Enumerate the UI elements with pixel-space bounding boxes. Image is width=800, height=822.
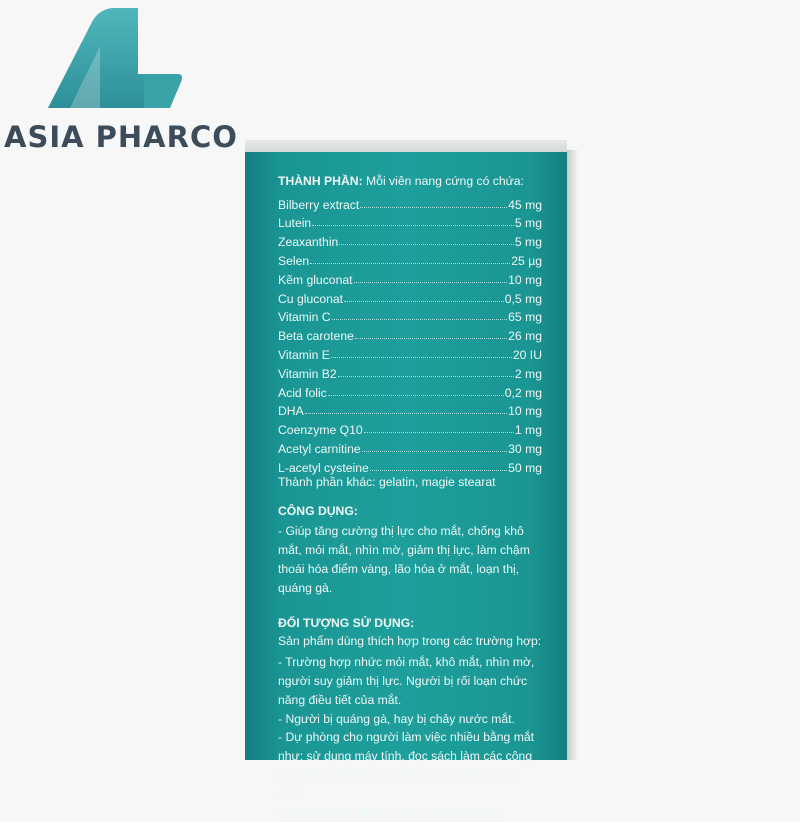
ingredient-row [278, 230, 542, 249]
target-item: - Dự phòng cho người làm việc nhiều bằng mắt như: sử dụng máy tính, đọc sách làm các công việc cần độ chính xác dẫn đến nhìn mờ, mỏi mắt. [278, 728, 542, 803]
box-label-text [278, 174, 542, 822]
ingredient-name: Acetyl carnitine [278, 442, 361, 456]
ingredient-amount: 20 IU [513, 348, 542, 362]
ingredient-amount: 5 mg [515, 235, 542, 249]
ingredient-row [278, 212, 542, 231]
ingredient-amount: 10 mg [508, 273, 542, 287]
ingredient-amount: 26 mg [508, 329, 542, 343]
dotted-leader [370, 470, 507, 471]
brand-logo [0, 0, 260, 160]
ingredient-row [278, 400, 542, 419]
ingredient-amount: 50 mg [508, 461, 542, 475]
ingredient-name: Kẽm gluconat [278, 273, 353, 287]
ingredient-name: Vitamin E [278, 348, 330, 362]
ingredient-amount: 2 mg [515, 367, 542, 381]
ingredient-row [278, 343, 542, 362]
ingredient-amount: 45 mg [508, 198, 542, 212]
ingredient-row [278, 324, 542, 343]
dotted-leader [332, 319, 508, 320]
ingredient-row [278, 268, 542, 287]
ingredient-amount: 30 mg [508, 442, 542, 456]
dotted-leader [364, 432, 514, 433]
ingredient-name: Bilberry extract [278, 198, 359, 212]
brand-name: ASIA PHARCO [4, 120, 238, 154]
dotted-leader [360, 207, 507, 208]
ingredient-amount: 0,2 mg [505, 386, 542, 400]
dotted-leader [362, 451, 507, 452]
ingredients-intro: Mỗi viên nang cứng có chứa: [363, 174, 524, 188]
uses-text: - Giúp tăng cường thị lực cho mắt, chống khô mắt, mỏi mắt, nhìn mờ, giảm thị lực, làm chậm thoái hóa điểm vàng, lão hóa ở mắt, loạn thị, quáng gà. [278, 522, 542, 597]
ingredient-row [278, 306, 542, 325]
target-list [278, 653, 542, 822]
ingredient-row [278, 456, 542, 475]
target-item: - Người bị quáng gà, hay bị chảy nước mắt. [278, 710, 542, 729]
ingredient-row [278, 287, 542, 306]
ingredient-name: Selen [278, 254, 309, 268]
dotted-leader [305, 413, 507, 414]
ingredient-row [278, 249, 542, 268]
dotted-leader [354, 282, 508, 283]
ingredient-name: Vitamin C [278, 310, 331, 324]
ingredient-amount: 25 µg [511, 254, 542, 268]
product-box-side [245, 152, 567, 760]
target-title: ĐỐI TƯỢNG SỬ DỤNG: [278, 616, 542, 635]
ingredient-row [278, 418, 542, 437]
dotted-leader [344, 301, 504, 302]
dotted-leader [355, 338, 507, 339]
dotted-leader [338, 376, 514, 377]
ingredient-amount: 65 mg [508, 310, 542, 324]
ingredient-name: DHA [278, 404, 304, 418]
ingredient-name: Coenzyme Q10 [278, 423, 363, 437]
target-item: - Người lái xe, nhất là lái xe vào ban đêm. [278, 804, 542, 822]
dotted-leader [312, 225, 514, 226]
ingredient-row [278, 381, 542, 400]
target-intro: Sản phẩm dùng thích hợp trong các trường hợp: [278, 634, 542, 653]
box-shadow [567, 150, 579, 760]
logo-mark-icon [40, 0, 190, 120]
uses-title: CÔNG DỤNG: [278, 504, 542, 523]
ingredients-title: THÀNH PHẦN: [278, 174, 363, 188]
ingredients-list [278, 193, 542, 475]
ingredient-name: Beta carotene [278, 329, 354, 343]
ingredient-name: Vitamin B2 [278, 367, 337, 381]
ingredient-amount: 10 mg [508, 404, 542, 418]
dotted-leader [328, 395, 504, 396]
ingredient-amount: 0,5 mg [505, 292, 542, 306]
ingredient-row [278, 437, 542, 456]
ingredient-name: Acid folic [278, 386, 327, 400]
dotted-leader [331, 357, 512, 358]
ingredient-row [278, 193, 542, 212]
ingredient-amount: 5 mg [515, 216, 542, 230]
ingredient-name: Lutein [278, 216, 311, 230]
dotted-leader [310, 263, 510, 264]
ingredient-row [278, 362, 542, 381]
dotted-leader [339, 244, 514, 245]
target-item: - Trường hợp nhức mỏi mắt, khô mắt, nhìn mờ, người suy giảm thị lực. Người bị rối loạn chức năng điều tiết của mắt. [278, 653, 542, 709]
ingredient-amount: 1 mg [515, 423, 542, 437]
other-ingredients: Thành phần khác: gelatin, magie stearat [278, 475, 542, 494]
ingredient-name: Zeaxanthin [278, 235, 338, 249]
ingredients-header [278, 174, 542, 193]
ingredient-name: Cu gluconat [278, 292, 343, 306]
ingredient-name: L-acetyl cysteine [278, 461, 369, 475]
